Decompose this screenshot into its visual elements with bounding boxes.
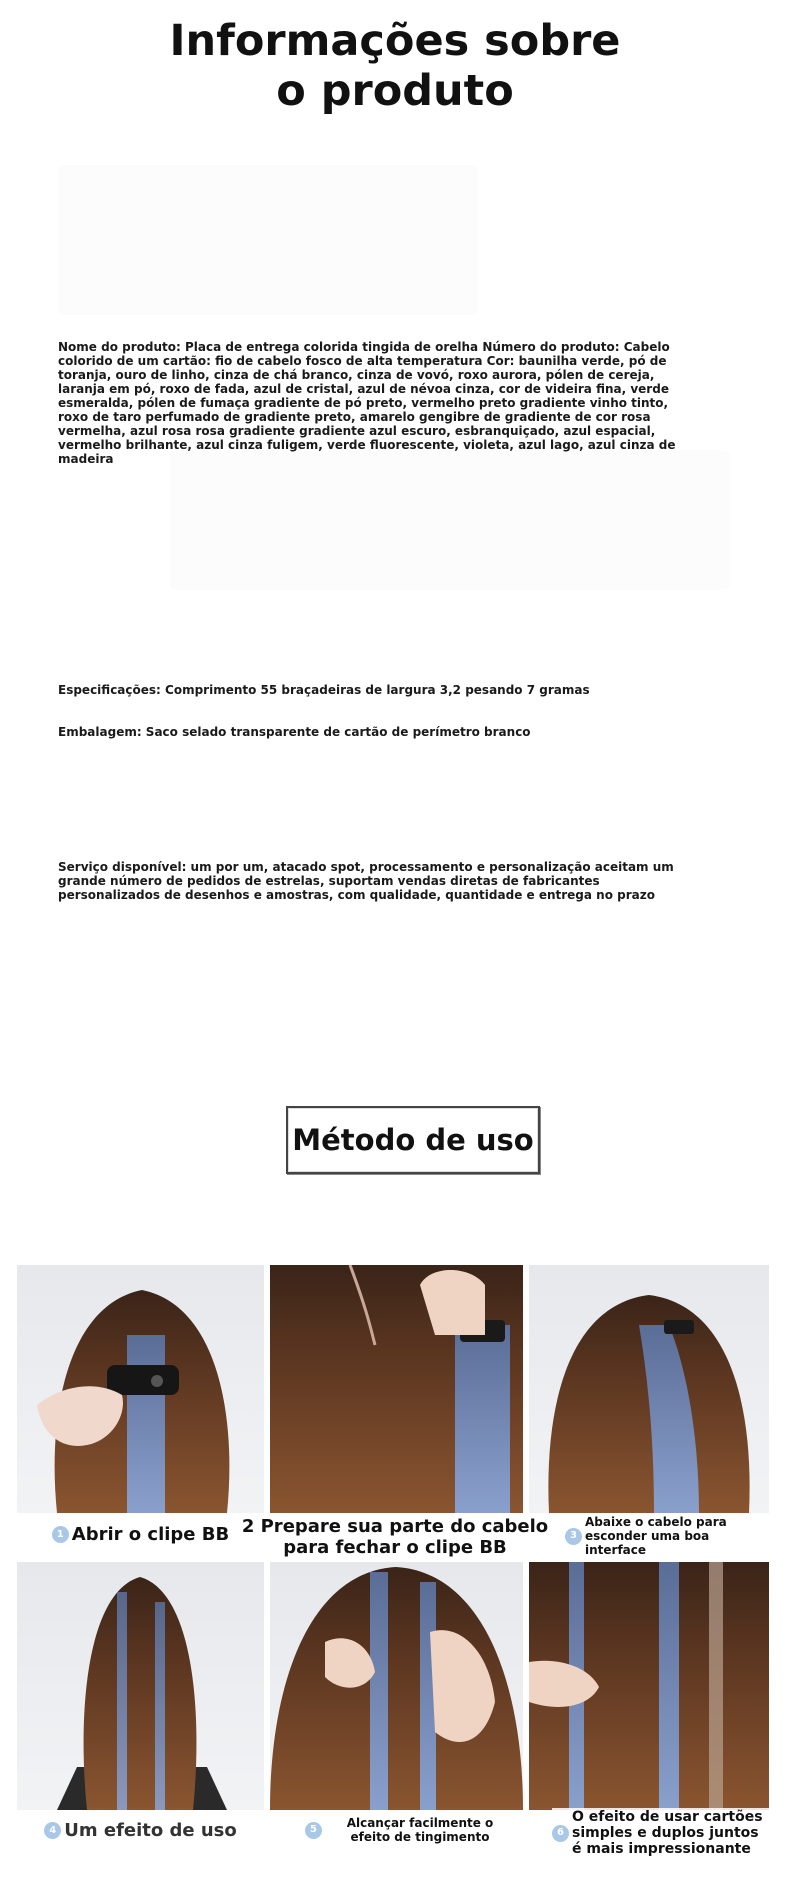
step-6-photo — [529, 1562, 769, 1810]
step-1-caption — [17, 1513, 264, 1555]
background-shape — [170, 450, 730, 590]
step-1-badge-icon: 1 — [52, 1526, 69, 1543]
step-6-badge-icon: 6 — [552, 1825, 569, 1842]
step-2-caption-text: 2 Prepare sua parte do cabelo para fechar o clipe BB — [241, 1516, 549, 1558]
page-title-line-1: Informações sobre — [169, 16, 621, 66]
step-4-photo — [17, 1562, 264, 1810]
step-5-photo — [270, 1562, 523, 1810]
step-3-photo — [529, 1265, 769, 1513]
step-5-caption-text: Alcançar facilmente o efeito de tingimento — [346, 1816, 494, 1844]
product-description: Nome do produto: Placa de entrega colorida tingida de orelha Número do produto: Cabelo colorido de um cartão: fio de cabelo fosco de alta temperatura Cor: baunilha verde, pó de toranja, ouro de linho, cinza de chá branco, cinza de vovó, roxo aurora, pólen de cereja, laranja em pó, roxo de fada, azul de cristal, azul de névoa cinza, cor de videira fina, verde esmeralda, pólen de fumaça gradiente de pó preto, vermelho preto gradiente vinho tinto, roxo de taro perfumado de gradiente preto, amarelo gengibre de gradiente de cor rosa vermelha, azul rosa rosa gradiente gradiente azul escuro, esbranquiçado, azul espacial, vermelho brilhante, azul cinza fuligem, verde fluorescente, violeta, azul lago, azul cinza de madeira — [58, 340, 676, 466]
step-3-caption-text: Abaixe o cabelo para esconder uma boa interface — [585, 1515, 727, 1557]
step-6-caption — [552, 1808, 772, 1858]
step-5-caption — [305, 1810, 515, 1850]
step-5-badge-icon: 5 — [305, 1822, 322, 1839]
usage-method-heading-text: Método de uso — [292, 1123, 534, 1157]
step-1-caption-text: Abrir o clipe BB — [71, 1523, 230, 1545]
product-service: Serviço disponível: um por um, atacado spot, processamento e personalização aceitam um grande número de pedidos de estrelas, suportam vendas diretas de fabricantes personalizados de desenhos e amostras, com qualidade, quantidade e entrega no prazo — [58, 860, 674, 902]
step-2-caption — [232, 1513, 558, 1561]
step-4-badge-icon: 4 — [44, 1822, 61, 1839]
usage-method-heading — [286, 1106, 540, 1174]
step-3-caption — [565, 1515, 770, 1557]
product-specifications: Especificações: Comprimento 55 braçadeiras de largura 3,2 pesando 7 gramas — [58, 683, 590, 697]
step-2-photo — [270, 1265, 523, 1513]
step-4-caption — [17, 1810, 264, 1850]
page-title — [0, 16, 790, 116]
page-title-line-2: o produto — [276, 66, 514, 116]
step-6-caption-text: O efeito de usar cartões simples e duplos juntos é mais impressionante — [572, 1809, 763, 1857]
product-packaging: Embalagem: Saco selado transparente de cartão de perímetro branco — [58, 725, 531, 739]
step-4-caption-text: Um efeito de uso — [64, 1819, 237, 1841]
background-shape — [58, 165, 478, 315]
step-3-badge-icon: 3 — [565, 1528, 582, 1545]
step-1-photo — [17, 1265, 264, 1513]
